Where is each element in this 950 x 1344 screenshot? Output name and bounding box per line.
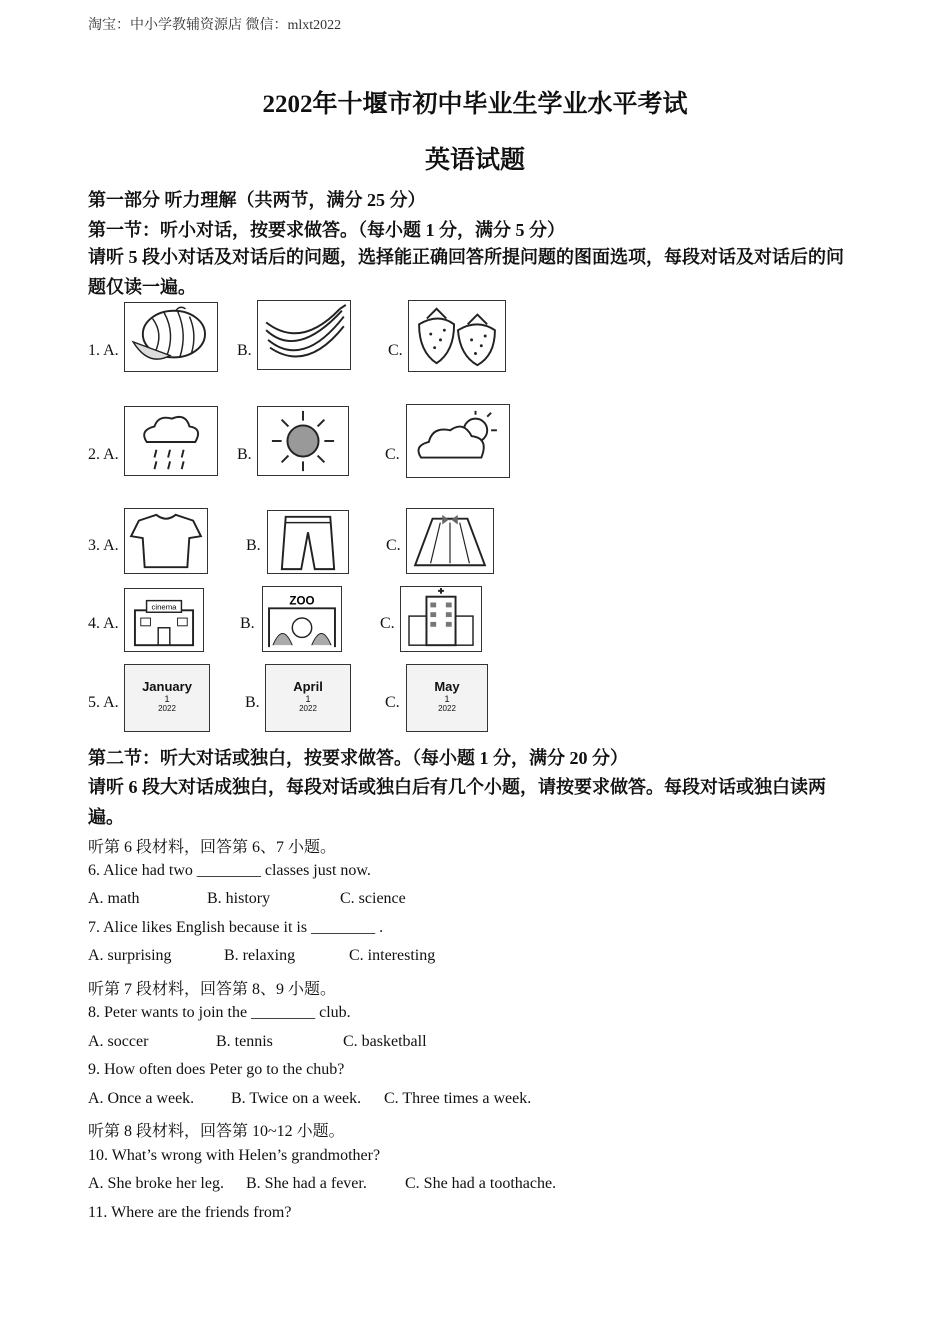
q6-option-a: A. math	[88, 890, 140, 907]
question-3-option-b: B.	[246, 537, 261, 554]
material-6-prompt: 听第 6 段材料，回答第 6、7 小题。	[88, 839, 337, 856]
calendar-year: 2022	[158, 704, 176, 713]
q8-option-b: B. tennis	[216, 1033, 273, 1050]
calendar-day: 1	[444, 694, 450, 704]
q9-option-a: A. Once a week.	[88, 1090, 195, 1107]
question-4-label: 4. A.	[88, 615, 119, 632]
zoo-sign-text: ZOO	[289, 594, 315, 608]
question-3-option-c: C.	[386, 537, 401, 554]
q6-option-c: C. science	[340, 890, 406, 907]
q7-option-c: C. interesting	[349, 947, 436, 964]
calendar-month: April	[293, 679, 323, 694]
q8-option-a: A. soccer	[88, 1033, 149, 1050]
calendar-january-icon	[124, 664, 210, 732]
q10-option-b: B. She had a fever.	[246, 1175, 367, 1192]
watermelon-icon	[124, 302, 218, 372]
exam-title: 2202年十堰市初中毕业生学业水平考试	[262, 91, 688, 118]
question-3-label: 3. A.	[88, 537, 119, 554]
exam-subtitle: 英语试题	[424, 147, 525, 174]
q7-option-a: A. surprising	[88, 947, 172, 964]
section1-instructions: 请听 5 段小对话及对话后的问题，选择能正确回答所提问题的图面选项，每段对话及对话后的问题仅读一遍。	[88, 247, 844, 297]
cloud-sun-icon	[406, 404, 510, 478]
question-6: 6. Alice had two ________ classes just now.	[88, 862, 371, 879]
question-10: 10. What’s wrong with Helen’s grandmother?	[88, 1147, 381, 1164]
question-8: 8. Peter wants to join the ________ club.	[88, 1004, 351, 1021]
bananas-icon	[257, 300, 351, 370]
strawberries-icon	[408, 300, 506, 372]
calendar-year: 2022	[299, 704, 317, 713]
section1-heading: 第一节：听小对话，按要求做答。（每小题 1 分，满分 5 分）	[88, 220, 565, 240]
question-2-option-b: B.	[237, 446, 252, 463]
skirt-icon	[406, 508, 494, 574]
section2-heading: 第二节：听大对话或独白，按要求做答。（每小题 1 分，满分 20 分）	[88, 748, 628, 768]
question-5-option-b: B.	[245, 694, 260, 711]
sun-icon	[257, 406, 349, 476]
q8-option-c: C. basketball	[343, 1033, 427, 1050]
question-5-label: 5. A.	[88, 694, 119, 711]
material-7-prompt: 听第 7 段材料，回答第 8、9 小题。	[88, 981, 337, 998]
cinema-sign-text: cinema	[151, 602, 177, 612]
question-4-option-c: C.	[380, 615, 395, 632]
q7-option-b: B. relaxing	[224, 947, 296, 964]
calendar-month: May	[434, 679, 460, 694]
tshirt-icon	[124, 508, 208, 574]
calendar-day: 1	[305, 694, 311, 704]
calendar-day: 1	[164, 694, 170, 704]
part1-heading: 第一部分 听力理解（共两节，满分 25 分）	[88, 190, 426, 210]
question-2-label: 2. A.	[88, 446, 119, 463]
zoo-icon	[262, 586, 342, 652]
q6-option-b: B. history	[207, 890, 271, 907]
question-7: 7. Alice likes English because it is ________ .	[88, 919, 384, 936]
question-1-label: 1. A.	[88, 342, 119, 359]
calendar-may-icon	[406, 664, 488, 732]
q10-option-c: C. She had a toothache.	[405, 1175, 557, 1192]
question-2-option-c: C.	[385, 446, 400, 463]
hospital-icon	[400, 586, 482, 652]
question-4-option-b: B.	[240, 615, 255, 632]
material-8-prompt: 听第 8 段材料，回答第 10~12 小题。	[88, 1123, 345, 1140]
trousers-icon	[267, 510, 349, 574]
cinema-icon	[124, 588, 204, 652]
question-1-option-b: B.	[237, 342, 252, 359]
rain-cloud-icon	[124, 406, 218, 476]
calendar-month: January	[142, 679, 192, 694]
section2-instructions: 请听 6 段大对话成独白，每段对话或独白后有几个小题，请按要求做答。每段对话或独白读两遍。	[88, 777, 826, 827]
question-11: 11. Where are the friends from?	[88, 1204, 292, 1221]
q10-option-a: A. She broke her leg.	[88, 1175, 224, 1192]
question-5-option-c: C.	[385, 694, 400, 711]
calendar-year: 2022	[438, 704, 456, 713]
question-9: 9. How often does Peter go to the chub?	[88, 1061, 345, 1078]
calendar-april-icon	[265, 664, 351, 732]
watermark: 淘宝：中小学教辅资源店 微信：mlxt2022	[88, 18, 342, 33]
q9-option-b: B. Twice on a week.	[231, 1090, 362, 1107]
q9-option-c: C. Three times a week.	[384, 1090, 532, 1107]
question-1-option-c: C.	[388, 342, 403, 359]
